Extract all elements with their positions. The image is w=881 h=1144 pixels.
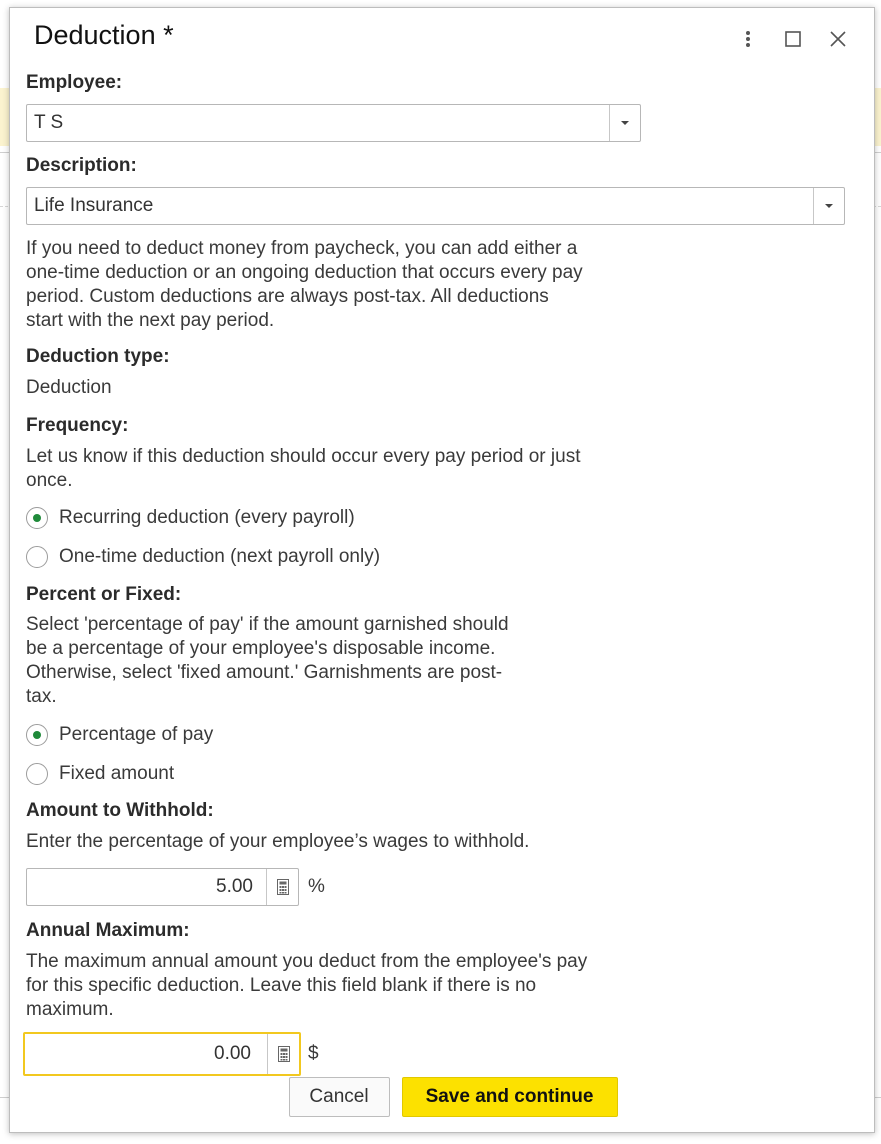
radio-percentage-of-pay[interactable]: Percentage of pay [26,722,856,748]
radio-fixed-amount[interactable]: Fixed amount [26,761,856,787]
dropdown-arrow-icon[interactable] [813,188,844,224]
withhold-field-row [26,868,856,906]
description-value: Life Insurance [34,195,154,216]
frequency-help-text: Let us know if this deduction should occur every pay period or just once. [26,446,581,491]
withhold-amount-value[interactable] [27,869,259,905]
calculator-button[interactable] [267,1034,299,1074]
dropdown-arrow-icon[interactable] [609,105,640,141]
withhold-help-text: Enter the percentage of your employee’s wages to withhold. [26,831,530,852]
radio-button[interactable] [26,763,48,785]
deduction-type-value: Deduction [26,377,112,398]
more-vertical-icon [745,30,751,48]
dialog-window-controls [725,24,860,54]
employee-value: T S [34,112,64,133]
employee-label: Employee: [26,72,123,93]
annual-max-input[interactable] [23,1032,301,1076]
annual-max-field-row [23,1032,856,1076]
annual-max-unit: $ [308,1043,319,1064]
description-select[interactable] [26,187,845,225]
more-options-button[interactable] [725,24,770,54]
dialog-body [26,72,856,1076]
maximize-icon [785,31,801,47]
save-and-continue-button[interactable]: Save and continue [402,1077,618,1117]
percent-fixed-label: Percent or Fixed: [26,584,182,605]
close-icon [830,31,846,47]
withhold-amount-input[interactable] [26,868,299,906]
employee-select[interactable] [26,104,641,142]
close-button[interactable] [815,24,860,54]
deduction-dialog [9,7,875,1133]
radio-button[interactable] [26,546,48,568]
withhold-unit: % [308,876,325,897]
description-label: Description: [26,155,137,176]
dialog-title: Deduction * [34,20,174,50]
percent-fixed-help-text: Select 'percentage of pay' if the amount garnished should be a percentage of your employee's disposable income. Otherwise, select 'fixed amount.' Garnishments are post- tax. [26,614,509,707]
calculator-icon [277,879,289,895]
withhold-label: Amount to Withhold: [26,800,214,821]
frequency-label: Frequency: [26,415,129,436]
cancel-button[interactable]: Cancel [289,1077,390,1117]
deduction-type-label: Deduction type: [26,346,170,367]
radio-button[interactable] [26,507,48,529]
radio-button[interactable] [26,724,48,746]
maximize-button[interactable] [770,24,815,54]
calculator-icon [278,1046,290,1062]
annual-max-value[interactable] [25,1034,257,1074]
calculator-button[interactable] [266,869,298,905]
radio-recurring-deduction[interactable]: Recurring deduction (every payroll) [26,505,856,531]
description-help-text: If you need to deduct money from paycheck, you can add either a one-time deduction or an ongoing deduction that occurs every pay period. Custom deductions are always post-tax. All deductions start with the next pay period. [26,238,583,331]
dialog-footer [10,1077,876,1117]
annual-max-label: Annual Maximum: [26,920,190,941]
annual-max-help-text: The maximum annual amount you deduct from the employee's pay for this specific deduction. Leave this field blank if there is no maximum. [26,951,588,1020]
radio-one-time-deduction[interactable]: One-time deduction (next payroll only) [26,544,856,570]
